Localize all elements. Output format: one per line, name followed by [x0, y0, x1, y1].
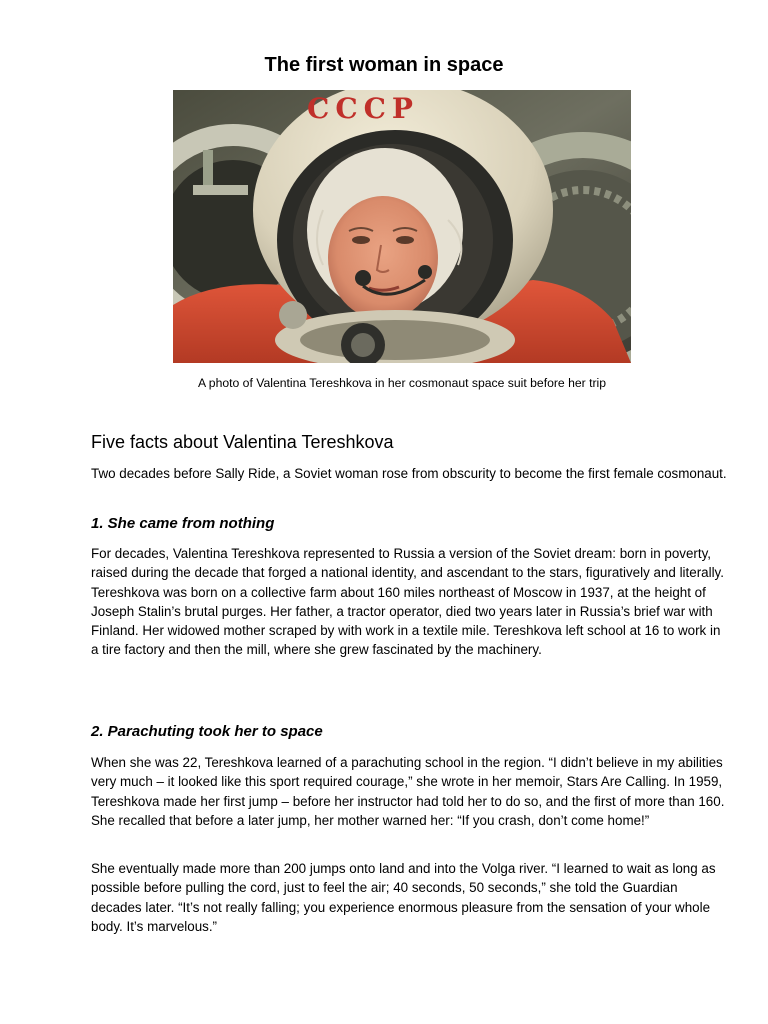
- fact-1-heading: 1. She came from nothing: [91, 515, 275, 532]
- page-title: The first woman in space: [264, 54, 504, 76]
- helmet-cccp-lettering: CCCP: [307, 92, 419, 125]
- photo-caption: A photo of Valentina Tereshkova in her cosmonaut space suit before her trip: [197, 376, 607, 390]
- cosmonaut-photo: [173, 90, 631, 363]
- fact-1-paragraph: For decades, Valentina Tereshkova represented to Russia a version of the Soviet dream: born in poverty, raised during the decade that forged a national identity, and ascendant to the stars, figuratively and literally. Tereshkova was born on a collective farm about 160 miles northeast of Moscow in 1937, at the height of Joseph Stalin’s brutal purges. Her father, a tractor operator, died two years later in Russia’s brief war with Finland. Her widowed mother scraped by with work in a textile mile. Tereshkova left school at 16 to work in a tire factory and then the mill, where she grew fascinated by the machinery.: [91, 546, 724, 658]
- section-heading: Five facts about Valentina Tereshkova: [91, 432, 394, 452]
- fact-2-paragraph-2: She eventually made more than 200 jumps onto land and into the Volga river. “I learned to wait as long as possible before pulling the cord, just to feel the air; 40 seconds, 50 seconds,” she told the Guardian decades later. “It’s not really falling; you experience enormous pleasure from the sensation of your whole body. It’s marvelous.”: [91, 861, 716, 934]
- fact-2-paragraph-1: When she was 22, Tereshkova learned of a parachuting school in the region. “I didn’t believe in my abilities very much – it looked like this sport required courage,” she wrote in her memoir, Stars Are Calling. In 1959, Tereshkova made her first jump – before her instructor had told her to do so, and the first of more than 160. She recalled that before a later jump, her mother warned her: “If you crash, don’t come home!”: [91, 755, 725, 828]
- intro-paragraph: Two decades before Sally Ride, a Soviet woman rose from obscurity to become the first female cosmonaut.: [91, 466, 727, 481]
- fact-2-heading: 2. Parachuting took her to space: [91, 723, 323, 740]
